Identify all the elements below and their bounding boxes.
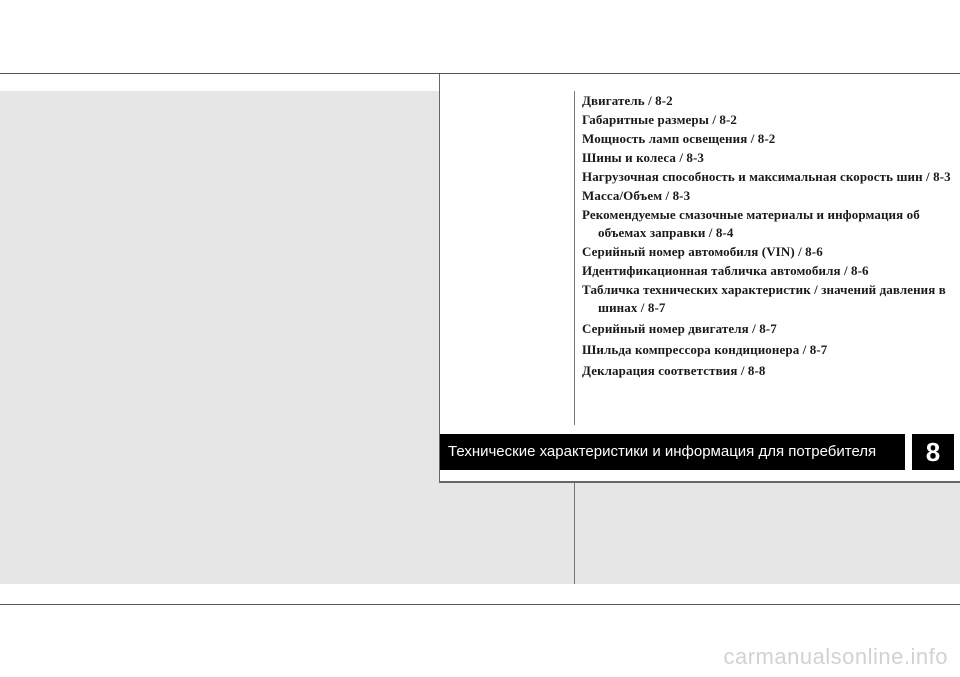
chapter-number-badge: 8	[912, 434, 954, 470]
table-of-contents	[582, 92, 957, 381]
watermark: carmanualsonline.info	[723, 644, 948, 669]
chapter-title-bar: Технические характеристики и информация для потребителя	[440, 434, 905, 470]
toc-item-engine[interactable]: Двигатель / 8-2	[582, 93, 673, 108]
toc-item-weight-volume[interactable]: Масса/Объем / 8-3	[582, 188, 691, 203]
toc-item-tire-load-speed[interactable]: Нагрузочная способность и максимальная скорость шин / 8-3	[582, 169, 951, 184]
toc-item-lubricants[interactable]: Рекомендуемые смазочные материалы и информация об объемах заправки / 8-4	[582, 207, 920, 240]
toc-item-vin[interactable]: Серийный номер автомобиля (VIN) / 8-6	[582, 244, 823, 259]
bottom-rule	[0, 604, 960, 605]
center-divider-lower	[574, 483, 575, 584]
toc-item-tire-pressure-label[interactable]: Табличка технических характеристик / значений давления в шинах / 8-7	[582, 282, 946, 315]
toc-item-tires-wheels[interactable]: Шины и колеса / 8-3	[582, 150, 705, 165]
panel-left-border	[439, 74, 440, 482]
toc-item-vehicle-label[interactable]: Идентификационная табличка автомобиля / 8-6	[582, 263, 869, 278]
toc-item-declaration[interactable]: Декларация соответствия / 8-8	[582, 363, 766, 378]
toc-item-bulb-wattage[interactable]: Мощность ламп освещения / 8-2	[582, 131, 776, 146]
toc-item-engine-number[interactable]: Серийный номер двигателя / 8-7	[582, 321, 777, 336]
center-divider-upper	[574, 91, 575, 425]
panel-bottom-border	[439, 481, 960, 483]
toc-item-dimensions[interactable]: Габаритные размеры / 8-2	[582, 112, 738, 127]
toc-item-ac-compressor-label[interactable]: Шильда компрессора кондиционера / 8-7	[582, 342, 828, 357]
